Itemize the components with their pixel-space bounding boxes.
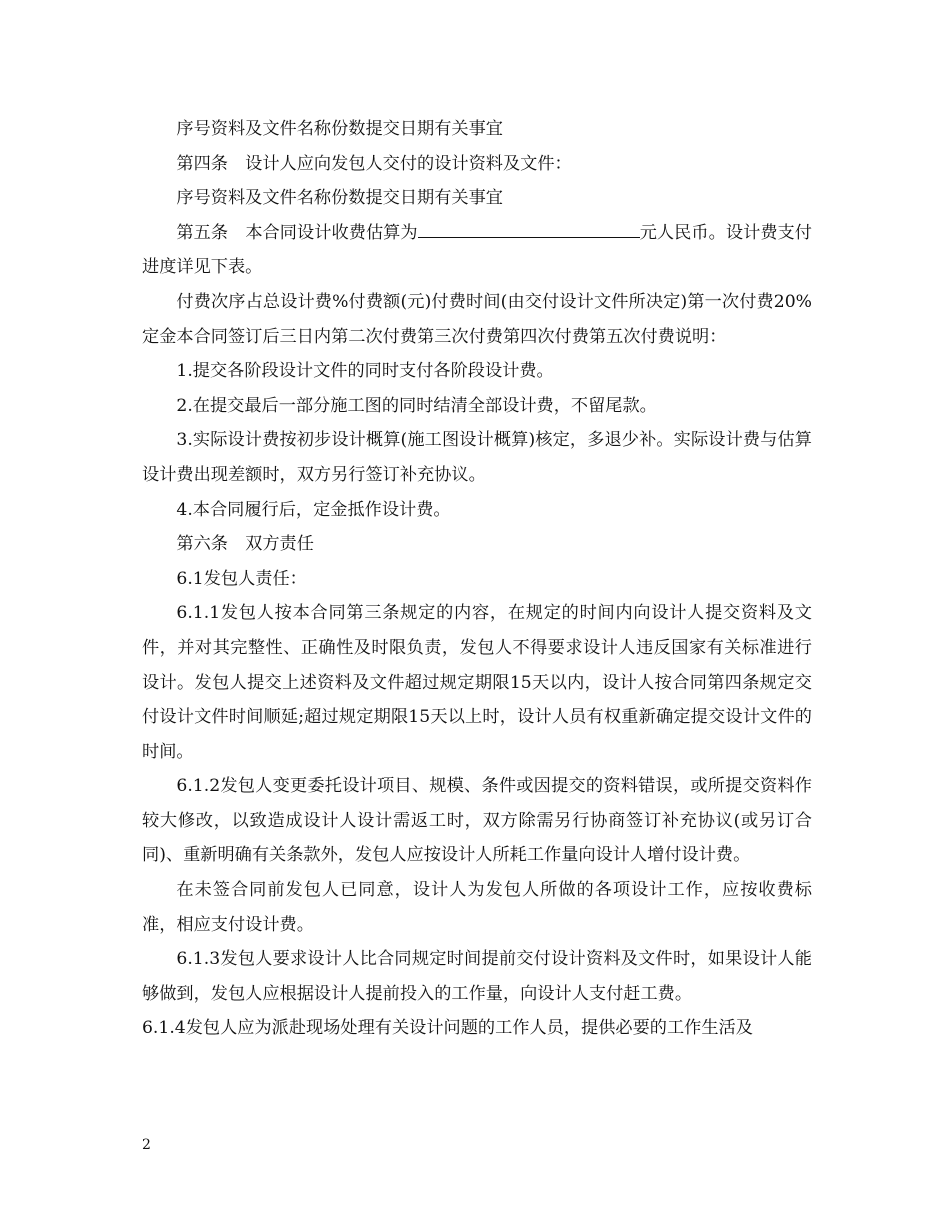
paragraph-note-2: 2.在提交最后一部分施工图的同时结清全部设计费，不留尾款。	[176, 395, 657, 416]
article-5-tail: 元人民币。设计费支付进度详见下表。	[142, 222, 812, 278]
paragraph-article-5	[142, 216, 812, 285]
paragraph-pre-contract: 在未签合同前发包人已同意，设计人为发包人所做的各项设计工作，应按收费标准，相应支付设计费。	[142, 880, 812, 935]
fee-blank-line	[418, 219, 640, 238]
paragraph-table-header-1: 序号资料及文件名称份数提交日期有关事宜	[176, 119, 503, 139]
paragraph-6-1-4: 6.1.4发包人应为派赴现场处理有关设计问题的工作人员，提供必要的工作生活及	[142, 1018, 753, 1039]
document-body	[142, 112, 812, 1046]
article-5-lead: 第五条 本合同设计收费估算为	[176, 222, 418, 243]
paragraph-article-4: 第四条 设计人应向发包人交付的设计资料及文件：	[176, 153, 572, 174]
paragraph-6-1-3: 6.1.3发包人要求设计人比合同规定时间提前交付设计资料及文件时，如果设计人能够做到，发包人应根据设计人提前投入的工作量，向设计人支付赶工费。	[142, 949, 812, 1004]
paragraph-6-1-1: 6.1.1发包人按本合同第三条规定的内容，在规定的时间内向设计人提交资料及文件，并对其完整性、正确性及时限负责，发包人不得要求设计人违反国家有关标准进行设计。发包人提交上述资料及文件超过规定期限15天以内，设计人按合同第四条规定交付设计文件时间顺延;超过规定期限15天以上时，设计人员有权重新确定提交设计文件的时间。	[142, 603, 812, 762]
paragraph-article-6: 第六条 双方责任	[176, 534, 314, 555]
paragraph-6-1: 6.1发包人责任：	[176, 568, 307, 589]
page-number: 2	[142, 1137, 151, 1153]
paragraph-note-4: 4.本合同履行后，定金抵作设计费。	[176, 499, 451, 520]
paragraph-payment-schedule: 付费次序占总设计费%付费额(元)付费时间(由交付设计文件所决定)第一次付费20%定金本合同签订后三日内第二次付费第三次付费第四次付费第五次付费说明：	[142, 291, 812, 347]
paragraph-table-header-2: 序号资料及文件名称份数提交日期有关事宜	[176, 188, 503, 209]
paragraph-6-1-2: 6.1.2发包人变更委托设计项目、规模、条件或因提交的资料错误，或所提交资料作较大修改，以致造成设计人设计需返工时，双方除需另行协商签订补充协议(或另订合同)、重新明确有关条款外，发包人应按设计人所耗工作量向设计人增付设计费。	[142, 776, 812, 866]
paragraph-note-1: 1.提交各阶段设计文件的同时支付各阶段设计费。	[176, 361, 554, 382]
paragraph-note-3: 3.实际设计费按初步设计概算(施工图设计概算)核定，多退少补。实际设计费与估算设计费出现差额时，双方另行签订补充协议。	[142, 430, 812, 485]
